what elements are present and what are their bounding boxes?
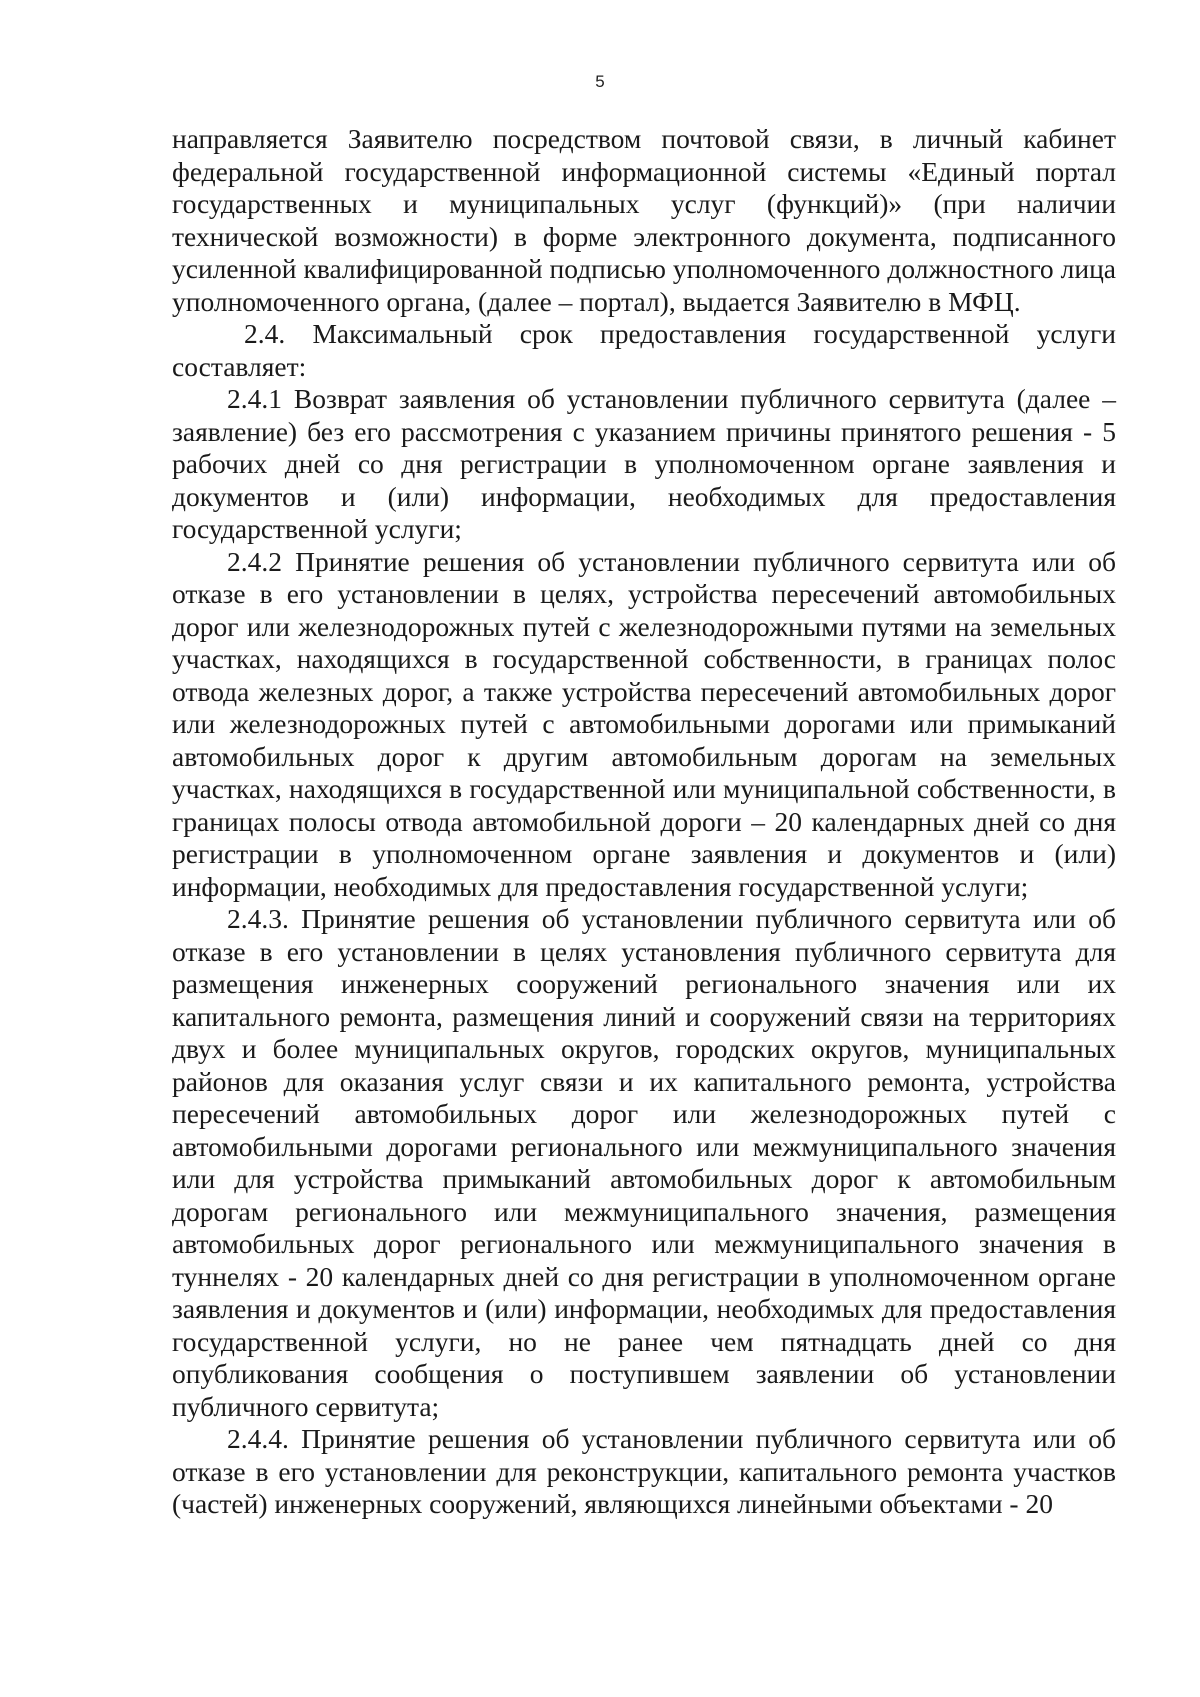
document-body [172, 123, 1116, 1521]
paragraph-2-4-2: 2.4.2 Принятие решения об установлении публичного сервитута или об отказе в его установлении в целях, устройства пересечений автомобильных дорог или железнодорожных путей с железнодорожными путями на земельных участках, находящихся в государственной собственности, в границах полос отвода железных дорог, а также устройства пересечений автомобильных дорог или железнодорожных путей с автомобильными дорогами или примыканий автомобильных дорог к другим автомобильным дорогам на земельных участках, находящихся в государственной или муниципальной собственности, в границах полосы отвода автомобильной дороги – 20 календарных дней со дня регистрации в уполномоченном органе заявления и документов и (или) информации, необходимых для предоставления государственной услуги; [172, 545, 1116, 902]
paragraph-delivery: направляется Заявителю посредством почтовой связи, в личный кабинет федеральной государственной информационной системы «Единый портал государственных и муниципальных услуг (функций)» (при наличии технической возможности) в форме электронного документа, подписанного усиленной квалифицированной подписью уполномоченного должностного лица уполномоченного органа, (далее – портал), выдается Заявителю в МФЦ. [172, 123, 1116, 317]
paragraph-2-4-1: 2.4.1 Возврат заявления об установлении публичного сервитута (далее – заявление) без его рассмотрения с указанием причины принятого решения - 5 рабочих дней со дня регистрации в уполномоченном органе заявления и документов и (или) информации, необходимых для предоставления государственной услуги; [172, 383, 1116, 544]
page-number: 5 [595, 72, 605, 91]
paragraph-2-4-3: 2.4.3. Принятие решения об установлении публичного сервитута или об отказе в его установлении в целях установления публичного сервитута для размещения инженерных сооружений регионального значения или их капитального ремонта, размещения линий и сооружений связи на территориях двух и более муниципальных округов, городских округов, муниципальных районов для оказания услуг связи и их капитального ремонта, устройства пересечений автомобильных дорог или железнодорожных путей с автомобильными дорогами регионального или межмуниципального значения или для устройства примыканий автомобильных дорог к автомобильным дорогам регионального или межмуниципального значения, размещения автомобильных дорог регионального или межмуниципального значения в туннелях - 20 календарных дней со дня регистрации в уполномоченном органе заявления и документов и (или) информации, необходимых для предоставления государственной услуги, но не ранее чем пятнадцать дней со дня опубликования сообщения о поступившем заявлении об установлении публичного сервитута; [172, 903, 1116, 1422]
paragraph-2-4: 2.4. Максимальный срок предоставления государственной услуги составляет: [172, 318, 1116, 382]
paragraph-2-4-4: 2.4.4. Принятие решения об установлении публичного сервитута или об отказе в его установлении для реконструкции, капитального ремонта участков (частей) инженерных сооружений, являющихся линейными объектами - 20 [172, 1423, 1116, 1519]
